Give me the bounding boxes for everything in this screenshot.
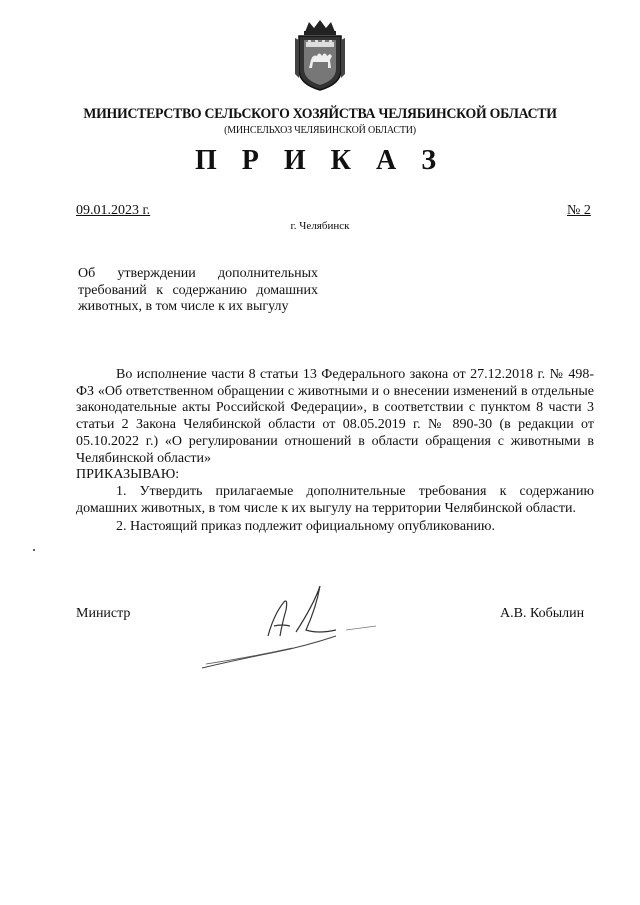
- order-date: 09.01.2023 г.: [76, 203, 151, 218]
- order-item-2: 2. Настоящий приказ подлежит официальному опубликованию.: [116, 519, 495, 535]
- handwritten-signature-icon: [196, 574, 396, 674]
- order-body: [76, 367, 594, 536]
- order-directive: ПРИКАЗЫВАЮ:: [76, 467, 180, 483]
- ministry-name: МИНИСТЕРСТВО СЕЛЬСКОГО ХОЗЯЙСТВА ЧЕЛЯБИНСКОЙ ОБЛАСТИ: [83, 106, 557, 122]
- document-type-title: П Р И К А З: [195, 145, 445, 176]
- signatory-role: Министр: [76, 606, 131, 621]
- order-number: № 2: [567, 203, 591, 218]
- preamble-paragraph: Во исполнение части 8 статьи 13 Федерального закона от 27.12.2018 г. № 498-ФЗ «Об ответственном обращении с животными и о внесении изменений в отдельные законодательные акты Российской Федерации», в соответствии с пунктом 8 части 3 статьи 2 Закона Челябинской области от 08.05.2019 г. № 890-30 (в редакции от 05.10.2022 г.) «О регулировании отношений в области обращения с животными в Челябинской области»: [76, 367, 594, 466]
- order-city: г. Челябинск: [290, 220, 350, 232]
- coat-of-arms-icon: [291, 18, 349, 92]
- order-subject: Об утверждении дополнительных требований к содержанию домашних животных, в том числе к их выгулу: [78, 266, 318, 314]
- signatory-name: А.В. Кобылин: [500, 606, 585, 621]
- ministry-short-name: (МИНСЕЛЬХОЗ ЧЕЛЯБИНСКОЙ ОБЛАСТИ): [224, 125, 416, 136]
- order-item-1: 1. Утвердить прилагаемые дополнительные требования к содержанию домашних животных, в том числе к их выгулу на территории Челябинской области.: [76, 483, 594, 516]
- scan-artifact: [33, 549, 35, 551]
